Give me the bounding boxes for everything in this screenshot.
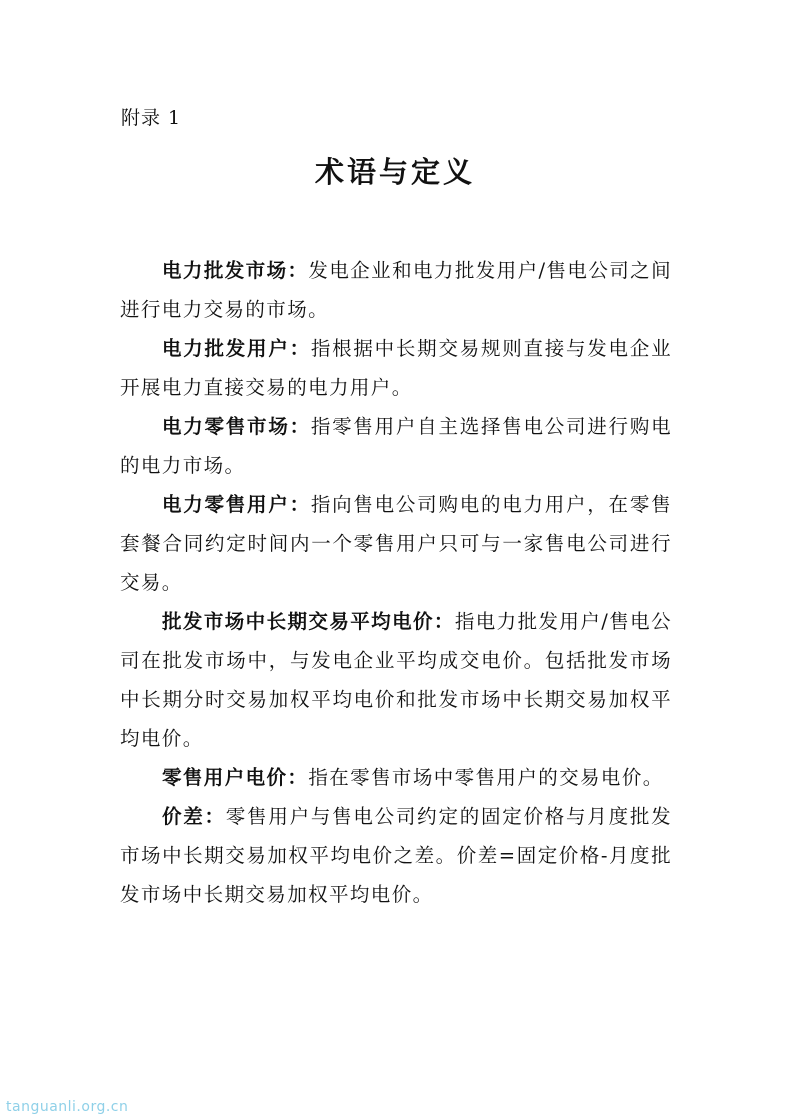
appendix-label: 附录 1 [121, 107, 182, 129]
term-name: 电力零售用户： [162, 493, 311, 516]
term-definition: 指根据中长期交易规则直接与发电企业开展电力直接交易的电力用户。 [120, 337, 672, 399]
terms-list [120, 251, 672, 914]
term-definition: 指零售用户自主选择售电公司进行购电的电力市场。 [120, 415, 672, 477]
term-name: 批发市场中长期交易平均电价： [162, 610, 455, 633]
term-wholesale-average-price [120, 602, 672, 758]
term-retail-market [120, 407, 672, 485]
term-name: 价差： [162, 805, 226, 828]
term-wholesale-user [120, 329, 672, 407]
term-name: 电力批发用户： [162, 337, 311, 360]
term-name: 零售用户电价： [162, 766, 309, 789]
term-definition: 指向售电公司购电的电力用户，在零售套餐合同约定时间内一个零售用户只可与一家售电公司进行交易。 [120, 493, 672, 594]
term-definition: 零售用户与售电公司约定的固定价格与月度批发市场中长期交易加权平均电价之差。价差=固定价格-月度批发市场中长期交易加权平均电价。 [120, 805, 672, 906]
term-definition: 指在零售市场中零售用户的交易电价。 [308, 766, 664, 789]
watermark: tanguanli.org.cn [6, 1099, 129, 1115]
term-definition: 发电企业和电力批发用户/售电公司之间进行电力交易的市场。 [120, 259, 672, 321]
term-retail-user-price [120, 758, 672, 797]
term-wholesale-market [120, 251, 672, 329]
term-definition: 指电力批发用户/售电公司在批发市场中，与发电企业平均成交电价。包括批发市场中长期分时交易加权平均电价和批发市场中长期交易加权平均电价。 [120, 610, 672, 750]
page-title: 术语与定义 [314, 155, 475, 189]
term-name: 电力零售市场： [162, 415, 311, 438]
term-price-difference [120, 797, 672, 914]
term-name: 电力批发市场： [162, 259, 309, 282]
term-retail-user [120, 485, 672, 602]
